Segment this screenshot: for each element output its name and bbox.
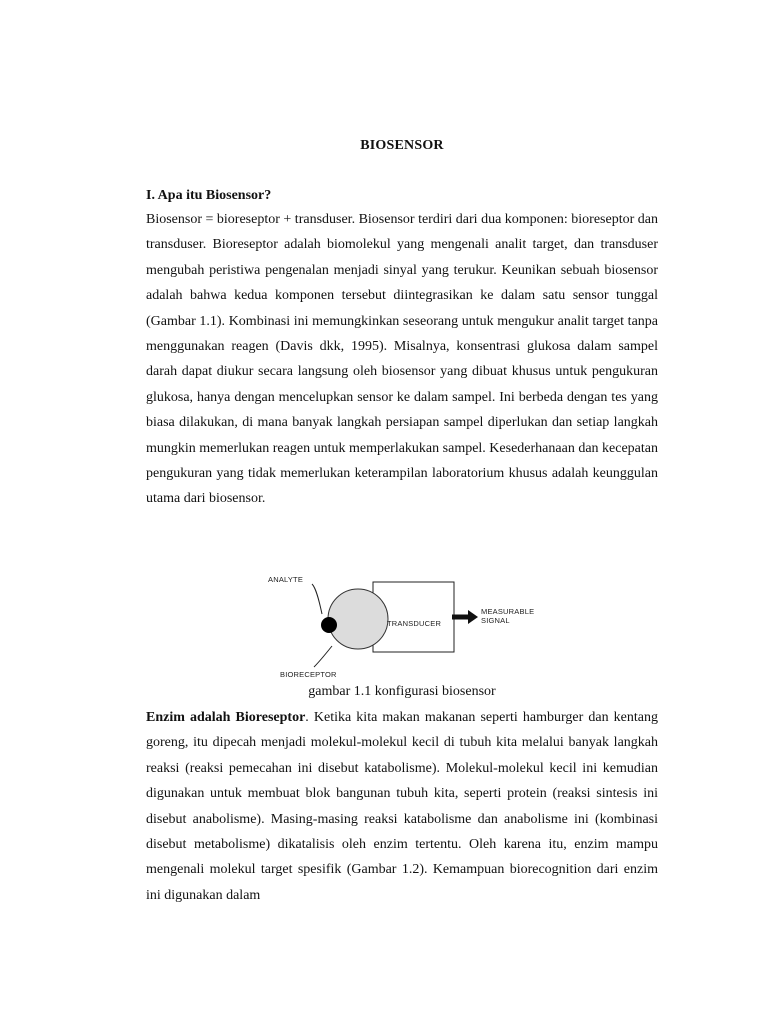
analyte-label: ANALYTE xyxy=(268,575,304,584)
paragraph-2 xyxy=(146,705,658,908)
signal-label-line2: SIGNAL xyxy=(481,616,510,625)
bioreceptor-circle xyxy=(328,589,388,649)
signal-label-line1: MEASURABLE xyxy=(481,607,535,616)
bioreceptor-pointer-line xyxy=(314,646,332,667)
signal-arrow-head xyxy=(468,610,478,624)
bioreceptor-label: BIORECEPTOR xyxy=(280,670,337,679)
paragraph-2-lead: Enzim adalah Bioreseptor xyxy=(146,710,306,725)
document-title: BIOSENSOR xyxy=(360,138,444,153)
analyte-pointer-line xyxy=(312,584,322,614)
paragraph-1: Biosensor = bioreseptor + transduser. Biosensor terdiri dari dua komponen: bioreseptor dan transduser. Bioreseptor adalah biomolekul yang mengenali analit target, dan transduser mengubah peristiwa pengenalan menjadi sinyal yang terukur. Keunikan sebuah biosensor adalah bahwa kedua komponen tersebut diintegrasikan ke dalam satu sensor tunggal (Gambar 1.1). Kombinasi ini memungkinkan seseorang untuk mengukur analit target tanpa menggunakan reagen (Davis dkk, 1995). Misalnya, konsentrasi glukosa dalam sampel darah dapat diukur secara langsung oleh biosensor yang dibuat khusus untuk pengukuran glukosa, hanya dengan mencelupkan sensor ke dalam sampel. Ini berbeda dengan tes yang biasa dilakukan, di mana banyak langkah persiapan sampel diperlukan dan setiap langkah mungkin memerlukan reagen untuk memperlakukan sampel. Kesederhanaan dan kecepatan pengukuran yang tidak memerlukan keterampilan laboratorium khusus adalah keunggulan utama dari biosensor. xyxy=(146,212,658,507)
paragraph-2-body: . Ketika kita makan makanan seperti hamburger dan kentang goreng, itu dipecah menjadi molekul-molekul kecil di tubuh kita melalui banyak langkah reaksi (reaksi pemecahan ini disebut katabolisme). Molekul-molekul kecil ini kemudian digunakan untuk membuat blok bangunan tubuh kita, seperti protein (reaksi sintesis ini disebut anabolisme). Masing-masing reaksi katabolisme dan anabolisme ini (kombinasi disebut metabolisme) dikatalisis oleh enzim tertentu. Oleh karena itu, enzim mampu mengenali molekul target spesifik (Gambar 1.2). Kemampuan biorecognition dari enzim ini digunakan dalam xyxy=(146,710,658,903)
transducer-label: TRANSDUCER xyxy=(387,619,442,628)
analyte-dot xyxy=(321,617,337,633)
biosensor-diagram xyxy=(264,570,544,682)
section-heading-1: I. Apa itu Biosensor? xyxy=(146,188,272,203)
figure-caption: gambar 1.1 konfigurasi biosensor xyxy=(308,684,496,699)
